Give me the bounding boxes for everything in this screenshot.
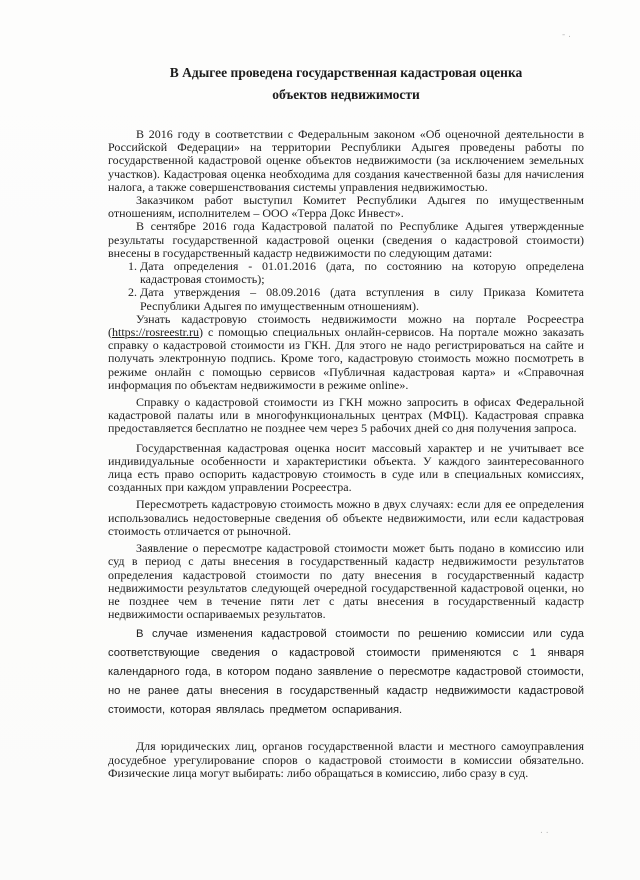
scan-speck: . . bbox=[540, 826, 549, 836]
paragraph-pretrial: Для юридических лиц, органов государственной власти и местного самоуправления досудебное урегулирование споров о кадастровой стоимости в комиссии обязательно. Физические лица могут выбирать: либо обращаться в комиссию, либо сразу в суд. bbox=[108, 739, 584, 780]
list-item: 1. Дата определения - 01.01.2016 (дата, по состоянию на которую определена кадастровая стоимость); bbox=[140, 260, 584, 286]
paragraph-customer: Заказчиком работ выступил Комитет Республики Адыгея по имущественным отношениям, исполнителем – ООО «Терра Докс Инвест». bbox=[108, 193, 584, 221]
scan-speck: - . bbox=[562, 30, 571, 40]
paragraph-results: В сентябре 2016 года Кадастровой палатой по Республике Адыгея утвержденные результаты государственной кадастровой оценки (сведения о кадастровой стоимости) внесены в государственный кадастр недвижимости по следующим датами: bbox=[108, 219, 584, 260]
paragraph-change: В случае изменения кадастровой стоимости по решению комиссии или суда соответствующие сведения о кадастровой стоимости применяются с 1 января календарного года, в котором подано заявление о пересмотре кадастровой стоимости, но не ранее даты внесения в государственный кадастр недвижимости кадастровой стоимости, которая являлась предметом оспаривания. bbox=[108, 628, 584, 717]
paragraph-certificate: Справку о кадастровой стоимости из ГКН можно запросить в офисах Федеральной кадастровой палаты или в многофункциональных центрах (МФЦ). Кадастровая справка предоставляется бесплатно не позднее чем через 5 рабочих дней со дня получения запроса. bbox=[108, 395, 584, 436]
paragraph-portal bbox=[108, 313, 584, 392]
paragraph-application: Заявление о пересмотре кадастровой стоимости может быть подано в комиссию или суд в период с даты внесения в государственный кадастр недвижимости результатов определения кадастровой стоимости по дату внесения в государственный кадастр недвижимости результатов следующей очередной государственной кадастровой оценки, но не позднее чем в течение пяти лет с даты внесения в государственный кадастр недвижимости оспариваемых результатов. bbox=[108, 541, 584, 622]
dates-list bbox=[108, 260, 584, 313]
title-line-2: объектов недвижимости bbox=[272, 87, 420, 102]
portal-text-before: Узнать кадастровую стоимость недвижимости можно на портале Росреестра ( bbox=[108, 311, 584, 340]
document-body bbox=[108, 62, 584, 780]
rosreestr-link[interactable]: https://rosreestr.ru bbox=[112, 325, 199, 340]
document-title bbox=[108, 62, 584, 106]
list-item: 2. Дата утверждения – 08.09.2016 (дата вступления в силу Приказа Комитета Республики Адыгея по имущественным отношениям). bbox=[140, 286, 584, 312]
portal-text-after: ) с помощью специальных онлайн-сервисов. На портале можно заказать справку о кадастровой стоимости из ГКН. Для этого не надо регистрироваться на сайте и получать электронную подпись. Кроме того, кадастровую стоимость можно посмотреть в режиме онлайн с помощью сервисов «Публичная кадастровая карта» и «Справочная информация по объектам недвижимости в режиме online». bbox=[108, 325, 584, 392]
paragraph-intro: В 2016 году в соответствии с Федеральным законом «Об оценочной деятельности в Российской Федерации» на территории Республики Адыгея проведены работы по государственной кадастровой оценке объектов недвижимости (за исключением земельных участков). Кадастровая оценка необходима для создания качественной базы для начисления налога, а также совершенствования системы управления недвижимостью. bbox=[108, 127, 584, 194]
paragraph-revision-cases: Пересмотреть кадастровую стоимость можно в двух случаях: если для ее определения использовались недостоверные сведения об объекте недвижимости, или если кадастровая стоимость отличается от рыночной. bbox=[108, 497, 584, 538]
title-line-1: В Адыгее проведена государственная кадастровая оценка bbox=[169, 65, 523, 80]
paragraph-mass-valuation: Государственная кадастровая оценка носит массовый характер и не учитывает все индивидуальные особенности и характеристики объекта. У каждого заинтересованного лица есть право оспорить кадастровую стоимость в суде или в специальных комиссиях, созданных при каждом управлении Росреестра. bbox=[108, 440, 584, 495]
